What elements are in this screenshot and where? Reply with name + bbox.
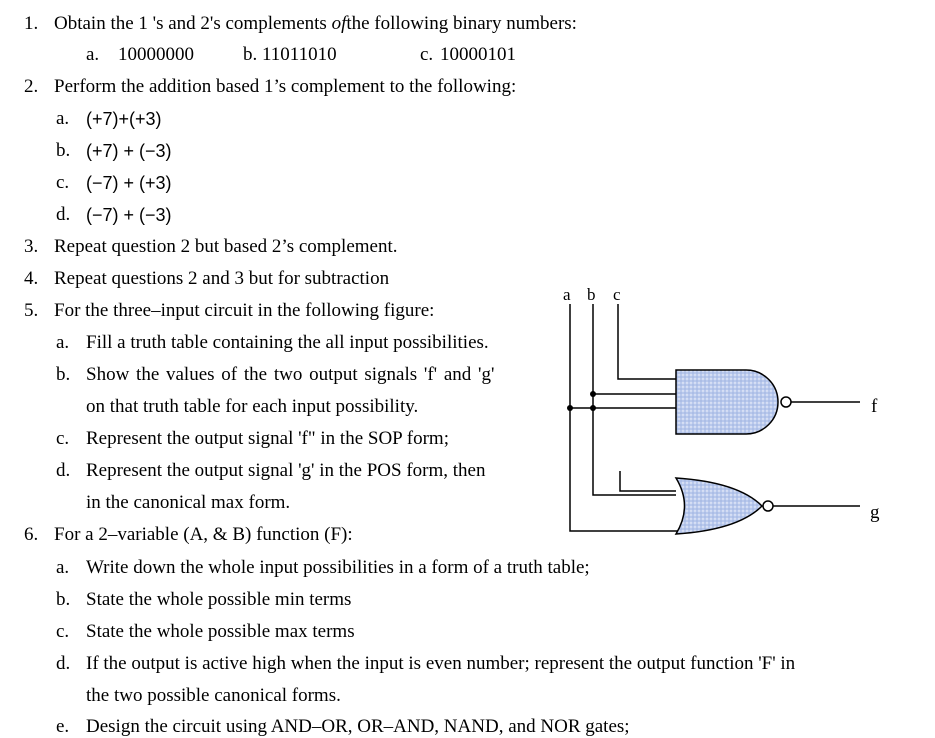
junction-dot [590, 405, 596, 411]
label-output-f: f [871, 396, 878, 417]
option-value: 10000101 [440, 44, 516, 65]
question-number: 5. [24, 300, 39, 321]
item-label: e. [56, 716, 70, 737]
nor-gate [676, 478, 762, 534]
item-text: (−7) + (+3) [86, 173, 172, 193]
question-number: 4. [24, 268, 39, 289]
item-text: Design the circuit using AND–OR, OR–AND, NAND, and NOR gates; [86, 716, 630, 737]
item-label: b. [56, 589, 71, 610]
option-value: 10000000 [118, 44, 194, 65]
question-text: For the three–input circuit in the following figure: [54, 300, 435, 321]
item-text: Show the values of the two output signals 'f' and 'g' [86, 364, 495, 385]
question-number: 2. [24, 76, 39, 97]
option-label: c. [420, 44, 434, 65]
wire-f-feedback [620, 471, 676, 491]
junction-dot [590, 391, 596, 397]
top-cutoff-strip [0, 0, 935, 4]
item-text: State the whole possible max terms [86, 621, 355, 642]
question-number: 1. [24, 13, 39, 34]
item-label: a. [56, 557, 70, 578]
item-text: (−7) + (−3) [86, 205, 172, 225]
item-text: (+7)+(+3) [86, 109, 162, 129]
question-text: Repeat question 2 but based 2’s complement. [54, 236, 398, 257]
label-input-a: a [563, 285, 571, 304]
item-label: a. [56, 108, 70, 129]
nand-gate [676, 370, 778, 434]
wire-c [618, 304, 676, 379]
question-number: 6. [24, 524, 39, 545]
item-text: Write down the whole input possibilities in a form of a truth table; [86, 557, 590, 578]
item-text: on that truth table for each input possibility. [86, 396, 419, 417]
item-text: (+7) + (−3) [86, 141, 172, 161]
label-input-b: b [587, 285, 596, 304]
item-text: Represent the output signal 'g' in the POS form, then [86, 460, 486, 481]
question-text: Repeat questions 2 and 3 but for subtraction [54, 268, 390, 289]
question-text: For a 2–variable (A, & B) function (F): [54, 524, 353, 545]
item-label: c. [56, 428, 70, 449]
item-text: If the output is active high when the input is even number; represent the output function 'F' in [86, 653, 796, 674]
item-label: d. [56, 460, 71, 481]
item-text: the two possible canonical forms. [86, 685, 341, 706]
item-label: b. [56, 364, 71, 385]
item-label: d. [56, 204, 71, 225]
question-number: 3. [24, 236, 39, 257]
option-value: 11011010 [262, 44, 337, 65]
item-text: State the whole possible min terms [86, 589, 352, 610]
item-label: c. [56, 172, 70, 193]
item-label: b. [56, 140, 71, 161]
question-text: Perform the addition based 1’s complement to the following: [54, 76, 517, 97]
item-label: c. [56, 621, 70, 642]
wire-b [593, 304, 676, 495]
item-label: d. [56, 653, 71, 674]
option-label: b. [243, 44, 258, 65]
question-text: Obtain the 1 's and 2's complements ofthe following binary numbers: [54, 13, 577, 34]
label-input-c: c [613, 285, 621, 304]
item-label: a. [56, 332, 70, 353]
item-text: Fill a truth table containing the all input possibilities. [86, 332, 489, 353]
junction-dot [567, 405, 573, 411]
option-label: a. [86, 44, 100, 65]
item-text: Represent the output signal 'f" in the SOP form; [86, 428, 449, 449]
nor-bubble [763, 501, 773, 511]
logic-circuit-diagram [558, 282, 928, 544]
nand-bubble [781, 397, 791, 407]
label-output-g: g [870, 502, 880, 523]
item-text: in the canonical max form. [86, 492, 291, 513]
